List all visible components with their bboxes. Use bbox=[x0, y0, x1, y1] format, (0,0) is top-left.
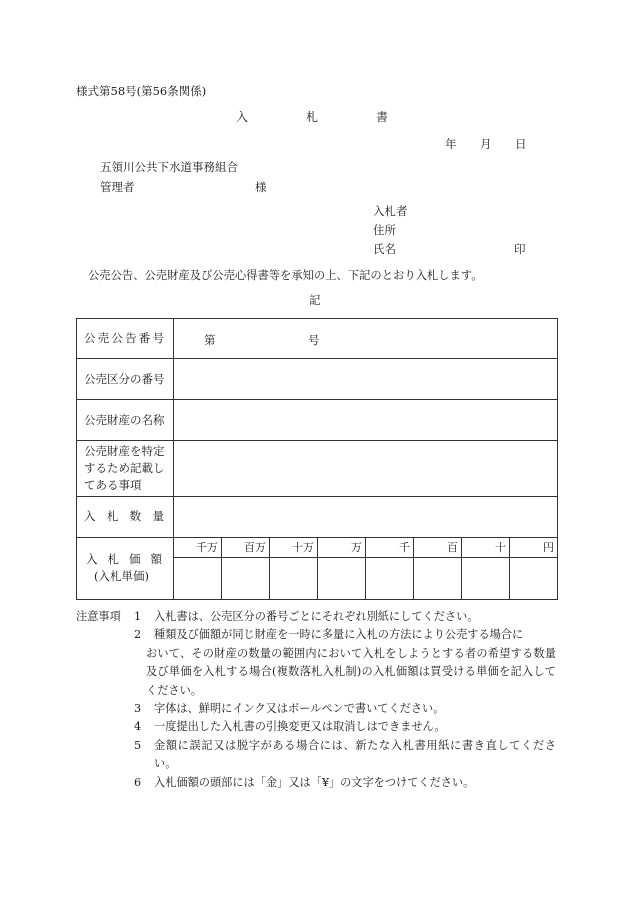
note-text: 字体は、鮮明にインク又はボールペンで書いてください。 bbox=[154, 702, 445, 715]
amount-digit-input[interactable] bbox=[222, 557, 270, 599]
note-number: 1 bbox=[134, 610, 142, 623]
note-text: 入札書は、公売区分の番号ごとにそれぞれ別紙にしてください。 bbox=[154, 610, 479, 623]
note-item bbox=[134, 626, 556, 644]
quantity-label-cell bbox=[77, 496, 174, 537]
notice-number-label: 公 売 公 告 番 号 bbox=[84, 330, 164, 345]
note-text: おいて、その財産の数量の範囲内において入札をしようとする者の希望する数量及び単価を入札する場合(複数落札入札制)の入札価額は買受ける単価を記入してください。 bbox=[146, 646, 556, 697]
description-label-line: 公売財産を特定 bbox=[84, 443, 165, 458]
note-number: 3 bbox=[134, 702, 142, 715]
note-number: 5 bbox=[134, 738, 142, 752]
note-number: 2 bbox=[134, 628, 142, 642]
intro-text: 公売公告、公売財産及び公売心得書等を承知の上、下記のとおり入札します。 bbox=[88, 269, 483, 282]
notice-number-input[interactable] bbox=[174, 319, 558, 359]
seal-mark: 印 bbox=[514, 242, 526, 256]
form-number: 様式第58号(第56条関係) bbox=[76, 84, 207, 98]
unit-label: 万 bbox=[318, 537, 366, 557]
bid-form-table bbox=[76, 318, 558, 600]
addressee-organization: 五領川公共下水道事務組合 bbox=[100, 160, 238, 174]
title-char: 入 bbox=[236, 110, 249, 124]
note-item bbox=[134, 718, 556, 736]
property-name-input[interactable] bbox=[174, 400, 558, 441]
bidder-name-label: 氏名 bbox=[373, 242, 396, 256]
quantity-input[interactable] bbox=[174, 496, 558, 537]
note-item bbox=[134, 608, 556, 626]
unit-label: 百万 bbox=[222, 537, 270, 557]
notice-suffix: 号 bbox=[308, 333, 320, 347]
unit-label: 千 bbox=[366, 537, 414, 557]
title-char: 書 bbox=[375, 110, 388, 124]
class-number-input[interactable] bbox=[174, 359, 558, 400]
date-day-label: 日 bbox=[515, 137, 527, 151]
property-name-label: 公売財産の名称 bbox=[77, 400, 174, 441]
amount-digit-input[interactable] bbox=[174, 557, 222, 599]
amount-digit-input[interactable] bbox=[270, 557, 318, 599]
amount-digit-input[interactable] bbox=[318, 557, 366, 599]
quantity-label: 入 札 数 量 bbox=[84, 509, 164, 524]
addressee-role: 管理者 bbox=[100, 180, 135, 194]
amount-digit-input[interactable] bbox=[366, 557, 414, 599]
bidder-label: 入札者 bbox=[373, 204, 408, 218]
description-label bbox=[77, 441, 174, 496]
description-label-line: てある事項 bbox=[84, 478, 142, 493]
notes-title: 注意事項 bbox=[76, 610, 121, 623]
unit-label: 千万 bbox=[174, 537, 222, 557]
date-month-label: 月 bbox=[480, 137, 492, 151]
amount-digit-input[interactable] bbox=[510, 557, 558, 599]
unit-label: 円 bbox=[510, 537, 558, 557]
bidder-address-label: 住所 bbox=[373, 223, 396, 237]
amount-sub-label: (入札単価) bbox=[94, 569, 149, 584]
note-item bbox=[134, 737, 556, 774]
description-input[interactable] bbox=[174, 441, 558, 496]
unit-label: 十 bbox=[462, 537, 510, 557]
amount-label: 入 札 価 額 bbox=[86, 552, 162, 567]
addressee-honorific: 様 bbox=[255, 180, 267, 194]
amount-digit-input[interactable] bbox=[414, 557, 462, 599]
note-number: 4 bbox=[134, 720, 142, 734]
title-char: 札 bbox=[305, 110, 318, 124]
note-item bbox=[134, 774, 556, 792]
note-number: 6 bbox=[134, 775, 142, 789]
unit-label: 十万 bbox=[270, 537, 318, 557]
notice-number-label-cell bbox=[77, 319, 174, 359]
note-item bbox=[134, 700, 556, 718]
note-text: 種類及び価額が同じ財産を一時に多量に入札の方法により公売する場合に bbox=[154, 628, 524, 642]
notice-prefix: 第 bbox=[204, 333, 216, 347]
document-title bbox=[236, 111, 388, 123]
note-text: 入札価額の頭部には「金」又は「¥」の文字をつけてください。 bbox=[154, 775, 475, 789]
unit-label: 百 bbox=[414, 537, 462, 557]
note-item-continued bbox=[146, 645, 556, 700]
note-text: 金額に誤記又は脱字がある場合には、新たな入札書用紙に書き直してください。 bbox=[154, 738, 556, 771]
class-number-label: 公売区分の番号 bbox=[77, 359, 174, 400]
date-year-label: 年 bbox=[445, 137, 457, 151]
note-text: 一度提出した入札書の引換変更又は取消しはできません。 bbox=[154, 720, 446, 734]
ki-heading: 記 bbox=[309, 293, 321, 307]
amount-digit-input[interactable] bbox=[462, 557, 510, 599]
amount-label-cell bbox=[77, 537, 174, 599]
description-label-line: するため記載し bbox=[84, 460, 165, 475]
